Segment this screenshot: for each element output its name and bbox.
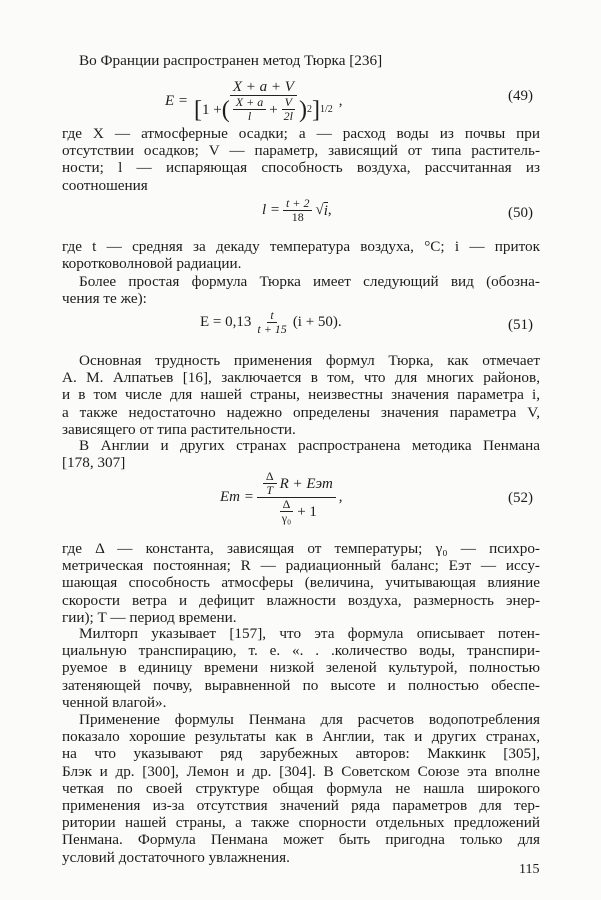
text-line: [178, 307] [62, 454, 126, 472]
text-line: отсутствии осадков; V — параметр, зависящий от типа раститель- [62, 142, 540, 160]
punct: , [338, 92, 343, 109]
formula-lhs: E = 0,13 [200, 314, 252, 330]
text-line: Блэк и др. [300], Лемон и др. [304]. В Советском Союзе эта вполне [62, 762, 540, 780]
formula-lhs: l = [262, 202, 281, 218]
text-line: руемое в единицу времени низкой зеленой культурой, полностью [62, 659, 540, 677]
text-line: скорости ветра и дефицит влажности воздуха, размерность энер- [62, 591, 540, 609]
text-line: и в том числе для нашей страны, неизвестны значения параметра i, [62, 386, 540, 404]
text-line: гии); T — период времени. [62, 608, 237, 626]
term: T [266, 483, 274, 497]
text-line: где X — атмосферные осадки; a — расход воды из почвы при [62, 125, 540, 142]
punct: , [338, 489, 343, 505]
exponent: 2 [307, 103, 313, 115]
text-line: ности; l — испаряющая способность воздуха, рассчитанная из [62, 159, 540, 177]
term: + 1 [297, 503, 317, 520]
formula-51 [200, 309, 342, 336]
term: γ₀ [281, 511, 292, 525]
text-line: шающая способность атмосферы (величина, учитывающая влияние [62, 574, 540, 592]
term: Δ [280, 498, 294, 512]
equation-number: (52) [508, 490, 533, 506]
formula-50 [262, 197, 332, 224]
text-line: ритории нашей страны, а также спорности отдельных предложений [62, 814, 540, 832]
text-line: соотношения [62, 176, 148, 194]
text-line: коротковолновой радиации. [62, 255, 242, 273]
text-line: метрическая постоянная; R — радиационный баланс; Eэт — иссу- [62, 557, 540, 575]
formula-52 [220, 470, 343, 525]
term: V [284, 95, 293, 109]
term: 2l [283, 109, 294, 123]
term: Δ [263, 470, 277, 484]
text-line: Основная трудность применения формул Тюрка, как отмечает [79, 352, 540, 369]
text-line: условий достаточного увлажнения. [62, 848, 290, 866]
sqrt-symbol: √ [315, 202, 324, 218]
text-line: Более простая формула Тюрка имеет следующий вид (обозна- [79, 273, 540, 290]
denominator: 18 [291, 210, 304, 224]
text-line: циальную транспирацию, т. е. «. . .количество воды, транспири- [62, 642, 540, 660]
text-line: применения из-за отсутствия значений ряда параметров для тер- [62, 797, 540, 814]
text-line: на что указывают ряд зарубежных авторов: Маккинк [305], [62, 745, 540, 763]
text-line: Милторп указывает [157], что эта формула описывает потен- [79, 625, 540, 642]
radicand: i [323, 202, 328, 219]
page-number: 115 [519, 862, 540, 877]
formula-lhs: Eт = [220, 489, 254, 505]
text-line: четкая по своей структуре общая формула не нашла широкого [62, 779, 540, 797]
text-line: а также недостаточно надежно определены значения параметра V, [62, 403, 540, 421]
term: (i + 50). [292, 314, 342, 330]
punct: , [327, 202, 332, 218]
text-line: Во Франции распространен метод Тюрка [236] [79, 52, 383, 69]
equation-number: (50) [508, 205, 533, 221]
term: R + Eэт [279, 475, 333, 492]
term: X + a [235, 95, 264, 109]
text-line: зависящего от типа растительности. [62, 420, 296, 438]
text-line: где Δ — константа, зависящая от температуры; γ₀ — психро- [62, 540, 540, 557]
text-line: Применение формулы Пенмана для расчетов водопотребления [79, 711, 540, 728]
term: + [269, 101, 278, 118]
text-line: чения те же): [62, 290, 147, 308]
equation-number: (51) [508, 317, 533, 333]
text-line: Пенмана. Формула Пенмана может быть пригодна только для [62, 831, 540, 849]
numerator: t [270, 308, 274, 322]
numerator: t + 2 [286, 196, 310, 210]
term: l [247, 109, 252, 123]
formula-lhs: E = [165, 92, 189, 109]
term: 1 + [202, 101, 222, 118]
text-line: ченной влагой». [62, 693, 167, 711]
text-line: А. М. Алпатьев [16], заключается в том, что для многих районов, [62, 369, 540, 387]
formula-49 [165, 79, 343, 123]
text-line: показало хорошие результаты как в Англии, так и других странах, [62, 728, 540, 746]
text-line: В Англии и других странах распространена методика Пенмана [79, 437, 540, 454]
numerator: X + a + V [232, 79, 294, 95]
fraction: X + a + V [ 1 + ( $\frac{X + a}{l}$ + $\frac{V}{2l}$ ) 2 ] 1/2 [194, 79, 333, 123]
denominator: t + 15 [257, 322, 287, 336]
text-line: затеняющей почву, выравненной по высоте и полностью обеспе- [62, 676, 540, 694]
equation-number: (49) [508, 88, 533, 104]
exponent: 1/2 [320, 103, 333, 115]
text-line: где t — средняя за декаду температура воздуха, °C; i — приток [62, 238, 540, 255]
